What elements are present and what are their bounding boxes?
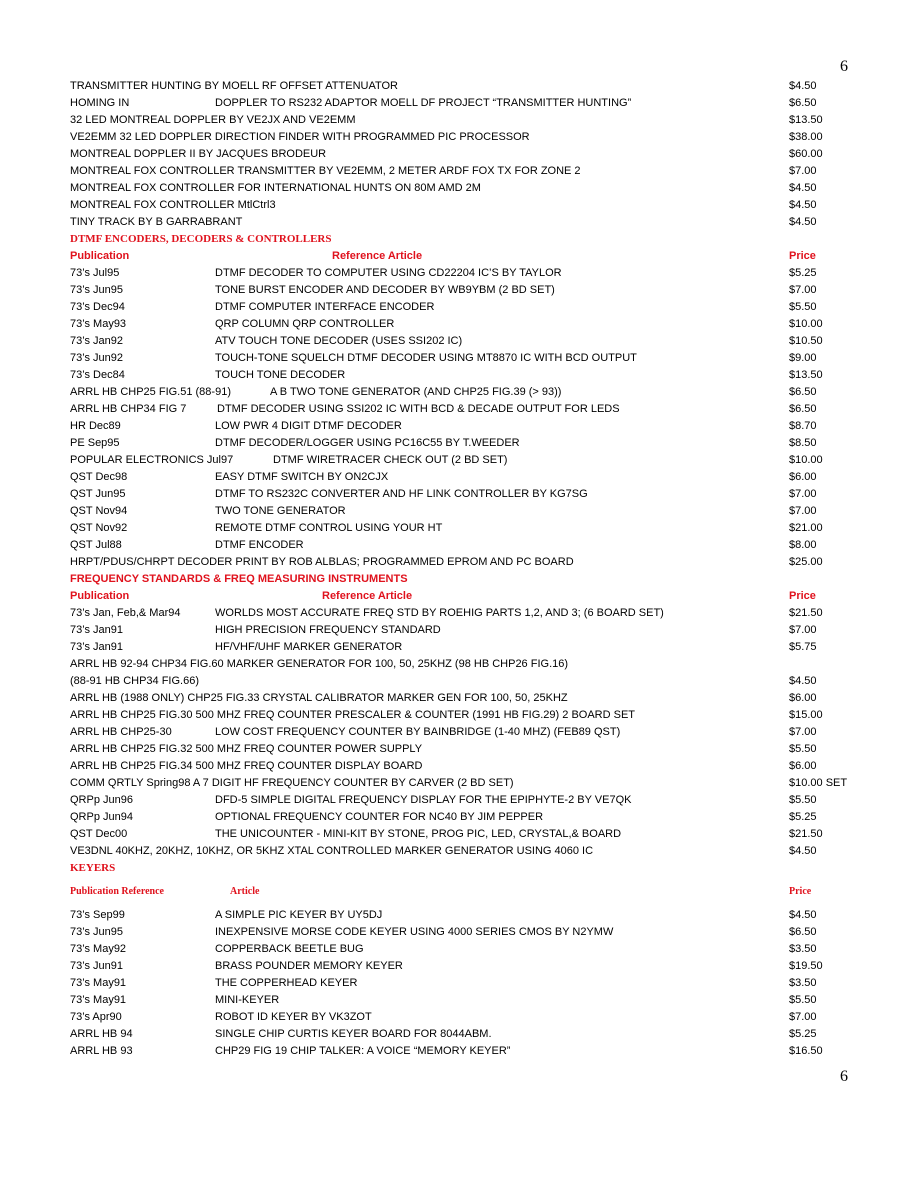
item-article: TONE BURST ENCODER AND DECODER BY WB9YBM (2 BD SET) (215, 284, 555, 296)
price-header: Price (789, 250, 816, 262)
item-publication: 73’s May92 (70, 943, 127, 955)
article-header: Reference Article (332, 250, 423, 262)
frequency-list (70, 605, 860, 860)
item-price: $5.50 (789, 794, 817, 806)
list-item (70, 907, 860, 924)
item-publication: 73’s Jun95 (70, 926, 124, 938)
item-publication: QST Jun95 (70, 488, 126, 500)
item-article: COPPERBACK BEETLE BUG (215, 943, 364, 955)
publication-header: Publication (70, 250, 130, 262)
item-publication: TINY TRACK BY B GARRABRANT (70, 216, 243, 228)
list-item (70, 146, 860, 163)
item-price: $6.50 (789, 926, 817, 938)
list-item (70, 180, 860, 197)
list-item (70, 316, 860, 333)
item-article: HF/VHF/UHF MARKER GENERATOR (215, 641, 403, 653)
item-publication: POPULAR ELECTRONICS Jul97 (70, 454, 234, 466)
list-item (70, 707, 860, 724)
item-article: WORLDS MOST ACCURATE FREQ STD BY ROEHIG PARTS 1,2, AND 3; (6 BOARD SET) (215, 607, 664, 619)
item-publication: ARRL HB CHP34 FIG 7 (70, 403, 187, 415)
item-price: $21.50 (789, 828, 823, 840)
item-publication: HR Dec89 (70, 420, 121, 432)
item-publication: TRANSMITTER HUNTING BY MOELL RF OFFSET ATTENUATOR (70, 80, 398, 92)
list-item (70, 656, 860, 673)
item-price: $8.00 (789, 539, 817, 551)
item-publication: 73’s Sep99 (70, 909, 125, 921)
item-publication: PE Sep95 (70, 437, 120, 449)
item-publication: QRPp Jun94 (70, 811, 133, 823)
item-publication: MONTREAL DOPPLER II BY JACQUES BRODEUR (70, 148, 327, 160)
list-item (70, 639, 860, 656)
list-item (70, 992, 860, 1009)
list-item (70, 129, 860, 146)
item-price: $38.00 (789, 131, 823, 143)
item-publication: ARRL HB CHP25 FIG.34 500 MHZ FREQ COUNTER DISPLAY BOARD (70, 760, 423, 772)
list-item (70, 452, 860, 469)
list-item (70, 486, 860, 503)
section-title-keyers: KEYERS (70, 862, 116, 874)
item-price: $5.25 (789, 1028, 817, 1040)
list-item (70, 826, 860, 843)
list-item (70, 1009, 860, 1026)
list-item (70, 112, 860, 129)
item-publication: 73’s Jan92 (70, 335, 124, 347)
item-price: $5.25 (789, 267, 817, 279)
list-item (70, 958, 860, 975)
item-article: ROBOT ID KEYER BY VK3ZOT (215, 1011, 372, 1023)
item-price: $10.00 (789, 318, 823, 330)
item-publication: QST Nov94 (70, 505, 128, 517)
dtmf-list (70, 265, 860, 571)
item-price: $6.50 (789, 403, 817, 415)
list-item (70, 469, 860, 486)
item-price: $7.00 (789, 488, 817, 500)
item-price: $16.50 (789, 1045, 823, 1057)
section-title-dtmf: DTMF ENCODERS, DECODERS & CONTROLLERS (70, 233, 332, 245)
item-price: $5.25 (789, 811, 817, 823)
item-publication: QST Jul88 (70, 539, 122, 551)
item-publication: HOMING IN (70, 97, 130, 109)
item-price: $13.50 (789, 369, 823, 381)
list-item (70, 95, 860, 112)
list-item (70, 78, 860, 95)
item-article: CHP29 FIG 19 CHIP TALKER: A VOICE “MEMORY KEYER” (215, 1045, 511, 1057)
item-price: $6.50 (789, 386, 817, 398)
item-publication: 73’s Apr90 (70, 1011, 122, 1023)
item-price: $4.50 (789, 80, 817, 92)
list-item (70, 333, 860, 350)
item-price: $60.00 (789, 148, 823, 160)
item-article: QRP COLUMN QRP CONTROLLER (215, 318, 395, 330)
freq-column-header (70, 588, 860, 605)
page-number-bottom: 6 (840, 1068, 848, 1085)
list-item (70, 401, 860, 418)
item-price: $19.50 (789, 960, 823, 972)
item-price: $5.50 (789, 994, 817, 1006)
list-item (70, 435, 860, 452)
list-item (70, 843, 860, 860)
item-price: $7.00 (789, 624, 817, 636)
catalog-content (70, 78, 860, 1060)
item-article: DOPPLER TO RS232 ADAPTOR MOELL DF PROJECT “TRANSMITTER HUNTING” (215, 97, 632, 109)
item-publication: 73’s Jan, Feb,& Mar94 (70, 607, 181, 619)
item-price: $13.50 (789, 114, 823, 126)
item-article: LOW COST FREQUENCY COUNTER BY BAINBRIDGE (1-40 MHZ) (FEB89 QST) (215, 726, 621, 738)
item-price: $21.00 (789, 522, 823, 534)
item-price: $7.00 (789, 284, 817, 296)
list-item (70, 503, 860, 520)
item-publication: QST Dec98 (70, 471, 128, 483)
item-price: $6.00 (789, 471, 817, 483)
item-price: $21.50 (789, 607, 823, 619)
list-item (70, 418, 860, 435)
item-price: $10.00 SET (789, 777, 848, 789)
item-publication: COMM QRTLY Spring98 A 7 DIGIT HF FREQUENCY COUNTER BY CARVER (2 BD SET) (70, 777, 514, 789)
item-article: ATV TOUCH TONE DECODER (USES SSI202 IC) (215, 335, 463, 347)
list-item (70, 758, 860, 775)
item-article: DTMF ENCODER (215, 539, 304, 551)
item-publication: ARRL HB CHP25 FIG.32 500 MHZ FREQ COUNTER POWER SUPPLY (70, 743, 423, 755)
item-publication: 73’s Dec84 (70, 369, 125, 381)
item-price: $10.00 (789, 454, 823, 466)
list-item (70, 673, 860, 690)
item-article: TWO TONE GENERATOR (215, 505, 346, 517)
item-publication: 73’s May91 (70, 994, 127, 1006)
list-item (70, 1026, 860, 1043)
item-price: $5.75 (789, 641, 817, 653)
list-item (70, 924, 860, 941)
intro-list (70, 78, 860, 231)
item-article: DTMF TO RS232C CONVERTER AND HF LINK CONTROLLER BY KG7SG (215, 488, 588, 500)
item-publication: MONTREAL FOX CONTROLLER MtlCtrl3 (70, 199, 276, 211)
item-publication: ARRL HB 92-94 CHP34 FIG.60 MARKER GENERATOR FOR 100, 50, 25KHZ (98 HB CHP26 FIG.16) (70, 658, 569, 670)
item-price: $7.00 (789, 726, 817, 738)
item-article: A B TWO TONE GENERATOR (AND CHP25 FIG.39 (> 93)) (270, 386, 562, 398)
item-publication: ARRL HB (1988 ONLY) CHP25 FIG.33 CRYSTAL CALIBRATOR MARKER GEN FOR 100, 50, 25KHZ (70, 692, 568, 704)
keyers-list (70, 907, 860, 1060)
item-price: $6.00 (789, 692, 817, 704)
list-item (70, 554, 860, 571)
item-publication: 73’s Jun95 (70, 284, 124, 296)
list-item (70, 792, 860, 809)
item-publication: 73’s May93 (70, 318, 127, 330)
item-article: EASY DTMF SWITCH BY ON2CJX (215, 471, 389, 483)
item-publication: ARRL HB 93 (70, 1045, 133, 1057)
item-publication: 73’s Jun91 (70, 960, 124, 972)
item-publication: MONTREAL FOX CONTROLLER TRANSMITTER BY VE2EMM, 2 METER ARDF FOX TX FOR ZONE 2 (70, 165, 581, 177)
item-price: $7.00 (789, 165, 817, 177)
list-item (70, 605, 860, 622)
item-article: TOUCH TONE DECODER (215, 369, 346, 381)
list-item (70, 741, 860, 758)
list-item (70, 520, 860, 537)
item-price: $7.00 (789, 1011, 817, 1023)
item-article: DTMF DECODER USING SSI202 IC WITH BCD & DECADE OUTPUT FOR LEDS (217, 403, 620, 415)
item-publication: 73’s Jan91 (70, 624, 124, 636)
item-article: DFD-5 SIMPLE DIGITAL FREQUENCY DISPLAY FOR THE EPIPHYTE-2 BY VE7QK (215, 794, 632, 806)
item-article: OPTIONAL FREQUENCY COUNTER FOR NC40 BY JIM PEPPER (215, 811, 544, 823)
item-publication: 73’s May91 (70, 977, 127, 989)
list-item (70, 350, 860, 367)
page-number-top: 6 (840, 58, 848, 75)
list-item (70, 197, 860, 214)
list-item (70, 809, 860, 826)
item-price: $15.00 (789, 709, 823, 721)
list-item (70, 384, 860, 401)
publication-header: Publication (70, 590, 130, 602)
item-price: $5.50 (789, 301, 817, 313)
list-item (70, 163, 860, 180)
item-publication: ARRL HB CHP25 FIG.51 (88-91) (70, 386, 231, 398)
list-item (70, 537, 860, 554)
item-price: $4.50 (789, 845, 817, 857)
keyers-column-header (70, 877, 860, 907)
item-publication: QST Nov92 (70, 522, 128, 534)
item-article: TOUCH-TONE SQUELCH DTMF DECODER USING MT8870 IC WITH BCD OUTPUT (215, 352, 637, 364)
item-publication: 73’s Jul95 (70, 267, 120, 279)
item-publication: HRPT/PDUS/CHRPT DECODER PRINT BY ROB ALBLAS; PROGRAMMED EPROM AND PC BOARD (70, 556, 574, 568)
item-price: $4.50 (789, 909, 817, 921)
list-item (70, 724, 860, 741)
item-publication: MONTREAL FOX CONTROLLER FOR INTERNATIONAL HUNTS ON 80M AMD 2M (70, 182, 481, 194)
list-item (70, 214, 860, 231)
item-publication: 73’s Jun92 (70, 352, 124, 364)
list-item (70, 282, 860, 299)
item-article: DTMF DECODER TO COMPUTER USING CD22204 IC’S BY TAYLOR (215, 267, 562, 279)
item-publication: (88-91 HB CHP34 FIG.66) (70, 675, 199, 687)
list-item (70, 690, 860, 707)
price-header: Price (789, 886, 812, 897)
item-article: DTMF WIRETRACER CHECK OUT (2 BD SET) (273, 454, 508, 466)
item-price: $8.50 (789, 437, 817, 449)
list-item (70, 775, 860, 792)
item-publication: ARRL HB 94 (70, 1028, 133, 1040)
list-item (70, 975, 860, 992)
item-price: $3.50 (789, 977, 817, 989)
item-price: $4.50 (789, 182, 817, 194)
list-item (70, 622, 860, 639)
list-item (70, 265, 860, 282)
item-publication: 73’s Dec94 (70, 301, 125, 313)
article-header: Reference Article (322, 590, 413, 602)
item-article: A SIMPLE PIC KEYER BY UY5DJ (215, 909, 383, 921)
list-item (70, 941, 860, 958)
item-article: BRASS POUNDER MEMORY KEYER (215, 960, 403, 972)
item-publication: VE2EMM 32 LED DOPPLER DIRECTION FINDER WITH PROGRAMMED PIC PROCESSOR (70, 131, 530, 143)
item-publication: ARRL HB CHP25 FIG.30 500 MHZ FREQ COUNTER PRESCALER & COUNTER (1991 HB FIG.29) 2 BOARD SET (70, 709, 636, 721)
article-header: Article (230, 886, 260, 897)
item-article: THE UNICOUNTER - MINI-KIT BY STONE, PROG PIC, LED, CRYSTAL,& BOARD (215, 828, 622, 840)
item-price: $8.70 (789, 420, 817, 432)
list-item (70, 367, 860, 384)
item-publication: ARRL HB CHP25-30 (70, 726, 172, 738)
item-publication: VE3DNL 40KHZ, 20KHZ, 10KHZ, OR 5KHZ XTAL CONTROLLED MARKER GENERATOR USING 4060 IC (70, 845, 594, 857)
item-article: INEXPENSIVE MORSE CODE KEYER USING 4000 SERIES CMOS BY N2YMW (215, 926, 614, 938)
list-item (70, 1043, 860, 1060)
section-title-frequency: FREQUENCY STANDARDS & FREQ MEASURING INSTRUMENTS (70, 573, 408, 585)
item-article: THE COPPERHEAD KEYER (215, 977, 358, 989)
item-publication: 73’s Jan91 (70, 641, 124, 653)
item-article: LOW PWR 4 DIGIT DTMF DECODER (215, 420, 402, 432)
item-price: $10.50 (789, 335, 823, 347)
item-article: DTMF DECODER/LOGGER USING PC16C55 BY T.WEEDER (215, 437, 520, 449)
publication-header: Publication Reference (70, 886, 164, 897)
item-price: $4.50 (789, 216, 817, 228)
item-price: $9.00 (789, 352, 817, 364)
item-price: $4.50 (789, 199, 817, 211)
item-article: REMOTE DTMF CONTROL USING YOUR HT (215, 522, 443, 534)
item-price: $7.00 (789, 505, 817, 517)
list-item (70, 299, 860, 316)
item-publication: 32 LED MONTREAL DOPPLER BY VE2JX AND VE2EMM (70, 114, 356, 126)
item-publication: QST Dec00 (70, 828, 128, 840)
item-price: $25.00 (789, 556, 823, 568)
item-article: DTMF COMPUTER INTERFACE ENCODER (215, 301, 435, 313)
item-article: HIGH PRECISION FREQUENCY STANDARD (215, 624, 441, 636)
item-price: $5.50 (789, 743, 817, 755)
price-header: Price (789, 590, 816, 602)
dtmf-column-header (70, 248, 860, 265)
item-article: SINGLE CHIP CURTIS KEYER BOARD FOR 8044ABM. (215, 1028, 492, 1040)
item-price: $6.50 (789, 97, 817, 109)
item-price: $3.50 (789, 943, 817, 955)
item-publication: QRPp Jun96 (70, 794, 133, 806)
item-price: $6.00 (789, 760, 817, 772)
item-article: MINI-KEYER (215, 994, 280, 1006)
item-price: $4.50 (789, 675, 817, 687)
